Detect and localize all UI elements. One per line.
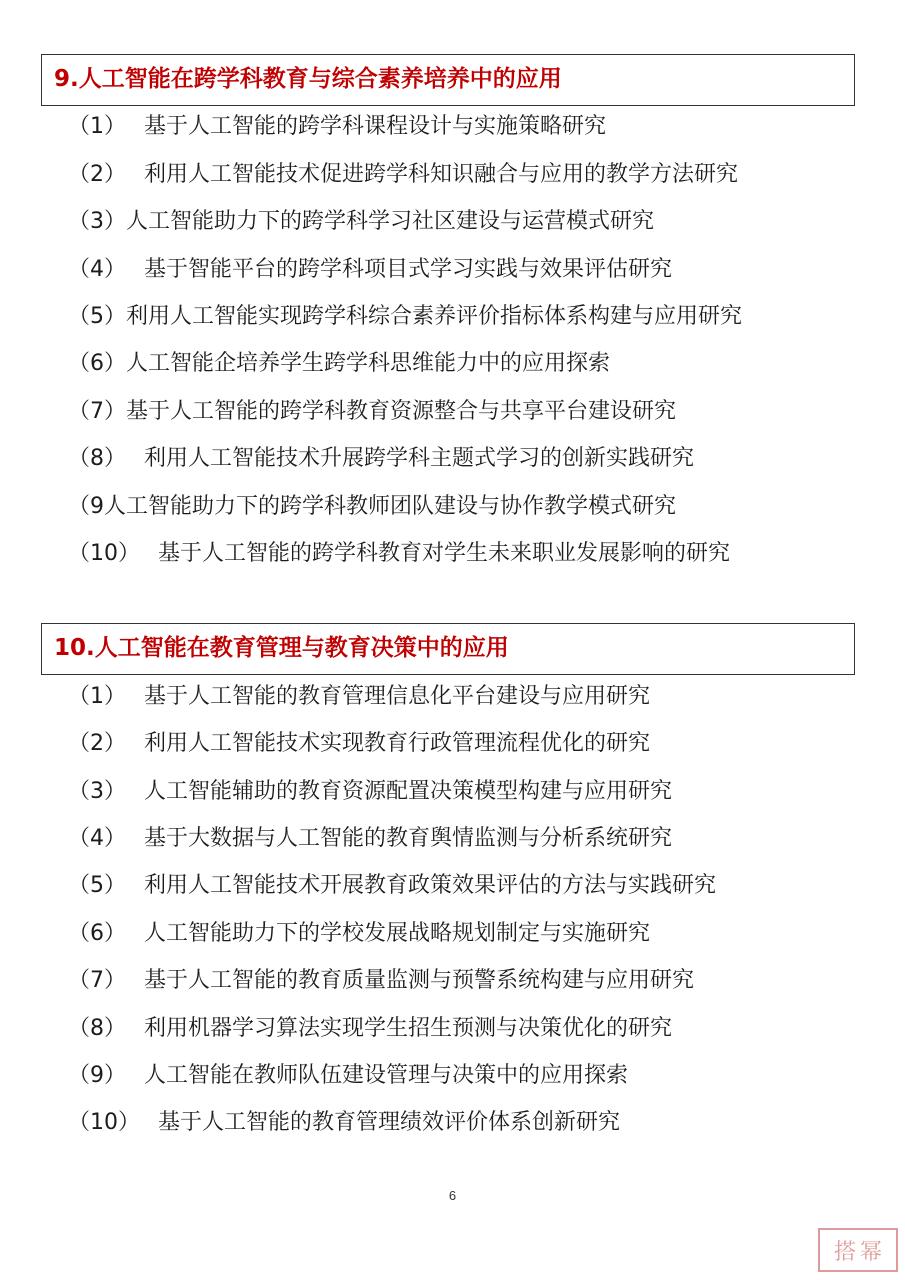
list-item <box>68 255 672 285</box>
list-item <box>68 160 738 190</box>
list-item <box>68 682 650 712</box>
list-item <box>68 444 694 474</box>
list-item <box>68 539 730 569</box>
item-text: 基于智能平台的跨学科项目式学习实践与效果评估研究 <box>144 257 673 282</box>
item-number: （1） <box>68 684 126 709</box>
item-text: 人工智能助力下的跨学科教师团队建设与协作教学模式研究 <box>104 494 677 519</box>
list-item <box>68 207 654 237</box>
list-item <box>68 1061 628 1091</box>
list-item <box>68 397 676 427</box>
item-number: （5） <box>68 873 126 898</box>
item-number: （1） <box>68 114 126 139</box>
item-number: （6） <box>68 351 126 376</box>
item-number: （9） <box>68 1063 126 1088</box>
item-text: 基于人工智能的跨学科教育对学生未来职业发展影响的研究 <box>158 541 731 566</box>
item-text: 利用人工智能实现跨学科综合素养评价指标体系构建与应用研究 <box>126 304 743 329</box>
item-number: （8） <box>68 1016 126 1041</box>
list-item <box>68 777 672 807</box>
item-number: （6） <box>68 921 126 946</box>
item-text: 利用人工智能技术升展跨学科主题式学习的创新实践研究 <box>144 446 695 471</box>
item-number: （2） <box>68 731 126 756</box>
list-item <box>68 966 694 996</box>
stamp-char: 幂 <box>860 1239 883 1265</box>
item-text: 基于人工智能的教育管理信息化平台建设与应用研究 <box>144 684 651 709</box>
item-number: （10） <box>68 541 140 566</box>
stamp-char: 搭 <box>833 1239 856 1265</box>
item-text: 基于人工智能的跨学科教育资源整合与共享平台建设研究 <box>126 399 677 424</box>
list-item <box>68 112 606 142</box>
item-number: （4） <box>68 826 126 851</box>
item-number: （4） <box>68 257 126 282</box>
item-text: 人工智能助力下的学校发展战略规划制定与实施研究 <box>144 921 651 946</box>
item-number: （10） <box>68 1110 140 1135</box>
list-item <box>68 1108 620 1138</box>
list-item <box>68 824 672 854</box>
item-text: 基于大数据与人工智能的教育舆情监测与分析系统研究 <box>144 826 673 851</box>
section-9-title: 9.人工智能在跨学科教育与综合素养培养中的应用 <box>54 66 562 92</box>
item-number: （5） <box>68 304 126 329</box>
item-text: 人工智能企培养学生跨学科思维能力中的应用探索 <box>126 351 611 376</box>
item-text: 基于人工智能的跨学科课程设计与实施策略研究 <box>144 114 607 139</box>
section-9-heading-box <box>41 54 855 106</box>
list-item <box>68 492 676 522</box>
item-text: 基于人工智能的教育管理绩效评价体系创新研究 <box>158 1110 621 1135</box>
item-text: 利用人工智能技术促进跨学科知识融合与应用的教学方法研究 <box>144 162 739 187</box>
list-item <box>68 349 610 379</box>
list-item <box>68 729 650 759</box>
item-text: 利用人工智能技术实现教育行政管理流程优化的研究 <box>144 731 651 756</box>
list-item <box>68 871 716 901</box>
item-number: （3） <box>68 209 126 234</box>
item-number: （3） <box>68 779 126 804</box>
item-text: 利用机器学习算法实现学生招生预测与决策优化的研究 <box>144 1016 673 1041</box>
page-number: 6 <box>448 1188 457 1203</box>
list-item <box>68 302 742 332</box>
item-number: （9 <box>68 494 104 519</box>
section-10-title: 10.人工智能在教育管理与教育决策中的应用 <box>54 635 509 661</box>
item-number: （2） <box>68 162 126 187</box>
list-item <box>68 1014 672 1044</box>
item-text: 人工智能在教师队伍建设管理与决策中的应用探索 <box>144 1063 629 1088</box>
item-number: （7） <box>68 399 126 424</box>
item-text: 人工智能辅助的教育资源配置决策模型构建与应用研究 <box>144 779 673 804</box>
item-text: 利用人工智能技术开展教育政策效果评估的方法与实践研究 <box>144 873 717 898</box>
item-number: （7） <box>68 968 126 993</box>
item-number: （8） <box>68 446 126 471</box>
item-text: 基于人工智能的教育质量监测与预警系统构建与应用研究 <box>144 968 695 993</box>
list-item <box>68 919 650 949</box>
item-text: 人工智能助力下的跨学科学习社区建设与运营模式研究 <box>126 209 655 234</box>
section-10-heading-box <box>41 623 855 675</box>
seal-stamp <box>818 1228 898 1272</box>
